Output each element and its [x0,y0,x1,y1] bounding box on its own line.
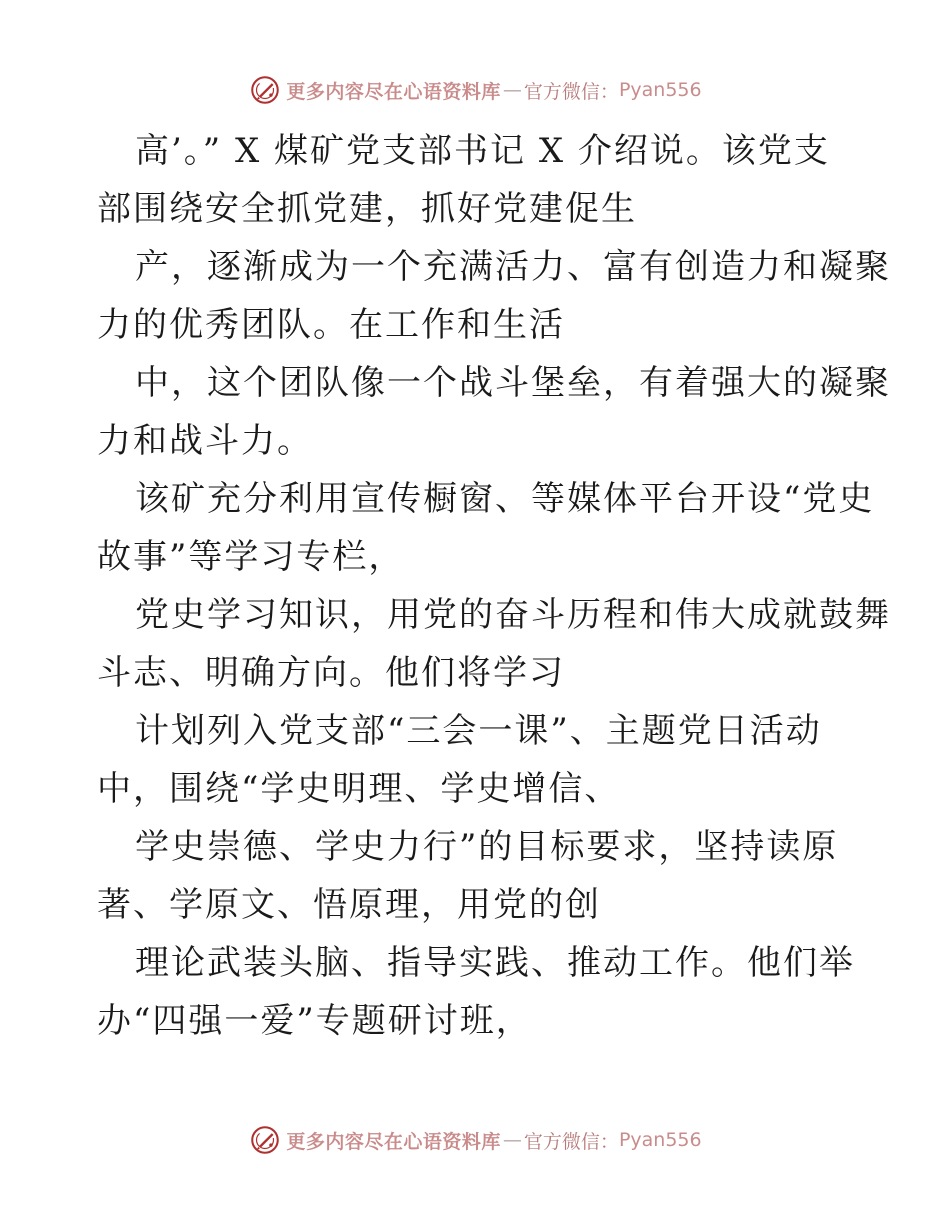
text-line: 理论武装头脑、指导实践、推动工作。他们举 [135,943,855,983]
document-body [97,122,891,1050]
banner-wechat-id: Pyan556 [618,79,702,101]
text-line: 计划列入党支部“三会一课”、主题党日活动 [135,711,822,751]
text-line: 部围绕安全抓党建，抓好党建促生 [97,189,637,229]
banner-wechat-id: Pyan556 [618,1129,702,1151]
banner-brand-text: 更多内容尽在心语资料库 [286,80,501,103]
text-line: 产，逐渐成为一个充满活力、富有创造力和凝聚 [135,247,891,287]
brand-logo-icon [248,73,282,107]
text-line: 力和战斗力。 [97,421,313,461]
text-line: 中，围绕“学史明理、学史增信、 [97,769,621,809]
banner-dash: — [502,79,522,101]
header-banner [0,70,950,110]
footer-banner [0,1120,950,1160]
text-line: 学史崇德、学史力行”的目标要求，坚持读原 [135,827,839,867]
banner-brand-text: 更多内容尽在心语资料库 [286,1130,501,1153]
text-line: 力的优秀团队。在工作和生活 [97,305,565,345]
banner-dash: — [502,1129,522,1151]
text-line: 该矿充分利用宣传橱窗、等媒体平台开设“党史 [135,479,875,519]
banner-official-label: 官方微信： [523,80,619,103]
brand-logo-icon [248,1123,282,1157]
text-line: 斗志、明确方向。他们将学习 [97,653,565,693]
banner-official-label: 官方微信： [523,1130,619,1153]
text-line: 故事”等学习专栏， [97,537,405,577]
text-line: 高’。” X 煤矿党支部书记 X 介绍说。该党支 [135,131,830,171]
text-line: 著、学原文、悟原理，用党的创 [97,885,601,925]
text-line: 中，这个团队像一个战斗堡垒，有着强大的凝聚 [135,363,891,403]
text-line: 办“四强一爱”专题研讨班， [97,1001,532,1041]
text-line: 党史学习知识，用党的奋斗历程和伟大成就鼓舞 [135,595,891,635]
